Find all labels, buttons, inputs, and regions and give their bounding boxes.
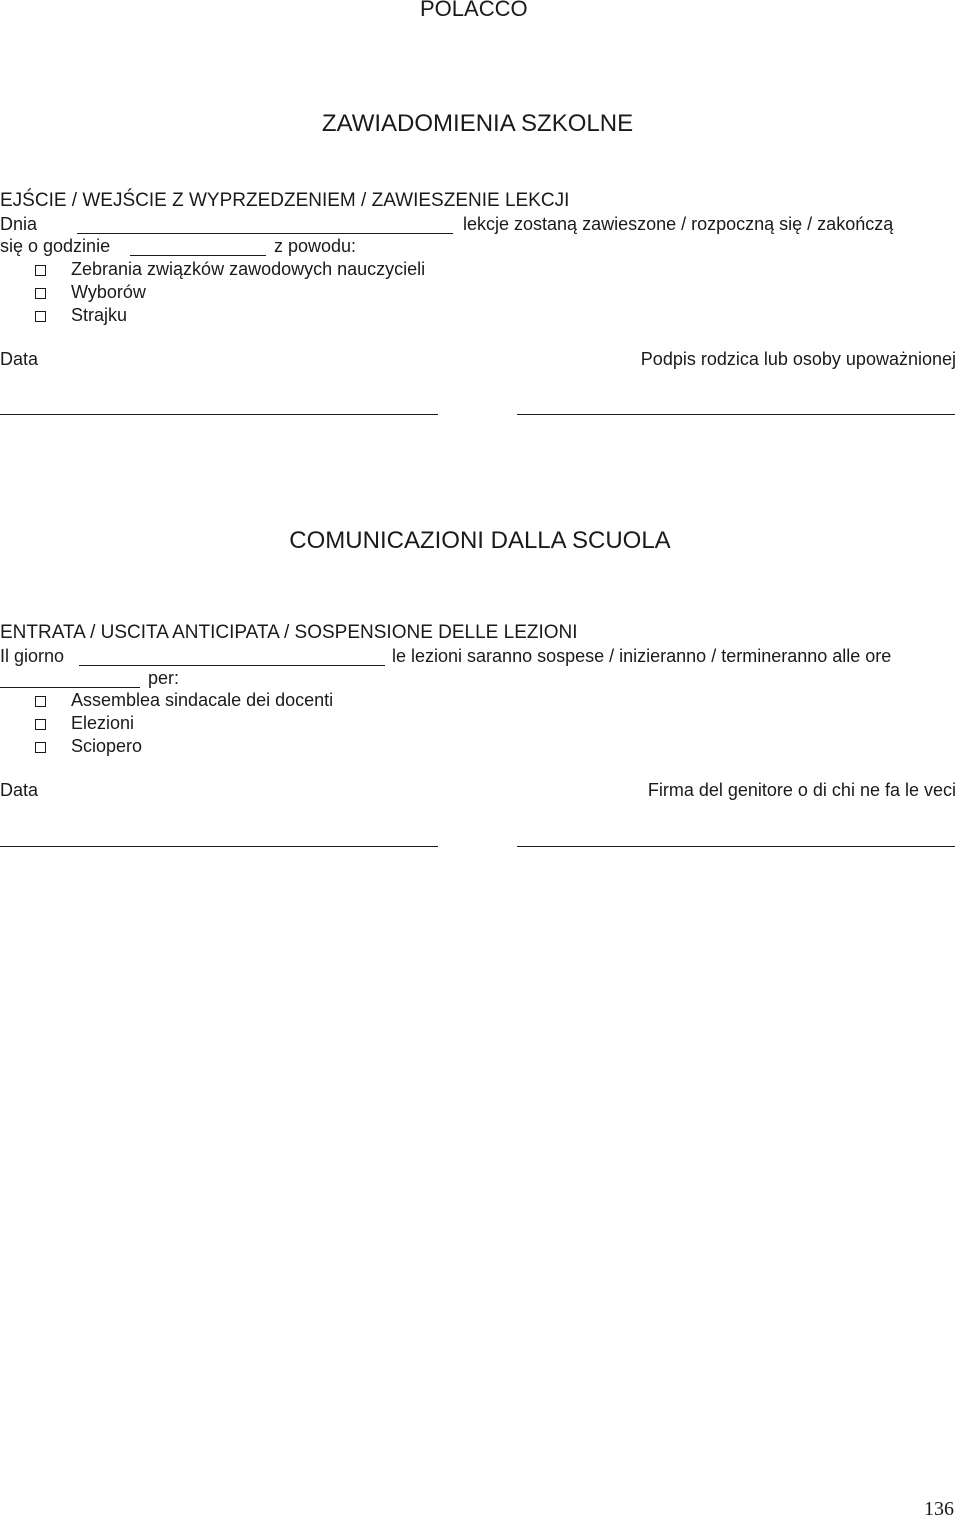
polish-option-1-label: Zebrania związków zawodowych nauczycieli: [71, 259, 426, 279]
polish-day-field[interactable]: [77, 220, 453, 239]
polish-option-3-label: Strajku: [71, 305, 128, 325]
italian-subtitle: ENTRATA / USCITA ANTICIPATA / SOSPENSIONE DELLE LEZIONI: [0, 622, 578, 643]
polish-option-2-label: Wyborów: [71, 282, 146, 302]
polish-option-3-checkbox[interactable]: [35, 311, 46, 322]
italian-option-2-label: Elezioni: [71, 713, 135, 733]
polish-option-2-checkbox[interactable]: [35, 288, 46, 299]
polish-signature-line[interactable]: [517, 414, 955, 415]
italian-day-field[interactable]: [79, 652, 385, 671]
polish-line1-end: lekcje zostaną zawieszone / rozpoczną się / zakończą: [463, 214, 894, 234]
italian-signature-label: Firma del genitore o di chi ne fa le veci: [647, 780, 956, 800]
italian-option-3-checkbox[interactable]: [35, 742, 46, 753]
polish-option-1-checkbox[interactable]: [35, 265, 46, 276]
polish-time-label: się o godzinie: [0, 236, 111, 256]
polish-signature-label: Podpis rodzica lub osoby upoważnionej: [640, 349, 956, 369]
italian-line1-end: le lezioni saranno sospese / inizieranno / termineranno alle ore: [392, 646, 892, 666]
italian-reason-label: per:: [148, 668, 180, 688]
italian-signature-line[interactable]: [517, 846, 955, 847]
italian-option-2-checkbox[interactable]: [35, 719, 46, 730]
polish-date-label-inline: Dnia: [0, 214, 38, 234]
polish-subtitle: EJŚCIE / WEJŚCIE Z WYPRZEDZENIEM / ZAWIESZENIE LEKCJI: [0, 190, 570, 211]
polish-date-label: Data: [0, 349, 39, 369]
page-number: 136: [924, 1498, 954, 1520]
polish-date-signature-line[interactable]: [0, 414, 438, 415]
language-label: POLACCO: [420, 0, 528, 21]
italian-title: COMUNICAZIONI DALLA SCUOLA: [289, 527, 671, 554]
italian-option-3-label: Sciopero: [71, 736, 143, 756]
italian-date-signature-line[interactable]: [0, 846, 438, 847]
italian-option-1-checkbox[interactable]: [35, 696, 46, 707]
polish-reason-label: z powodu:: [274, 236, 357, 256]
italian-date-label: Data: [0, 780, 39, 800]
polish-title: ZAWIADOMIENIA SZKOLNE: [321, 110, 634, 137]
italian-option-1-label: Assemblea sindacale dei docenti: [71, 690, 334, 710]
italian-day-label: Il giorno: [0, 646, 65, 666]
